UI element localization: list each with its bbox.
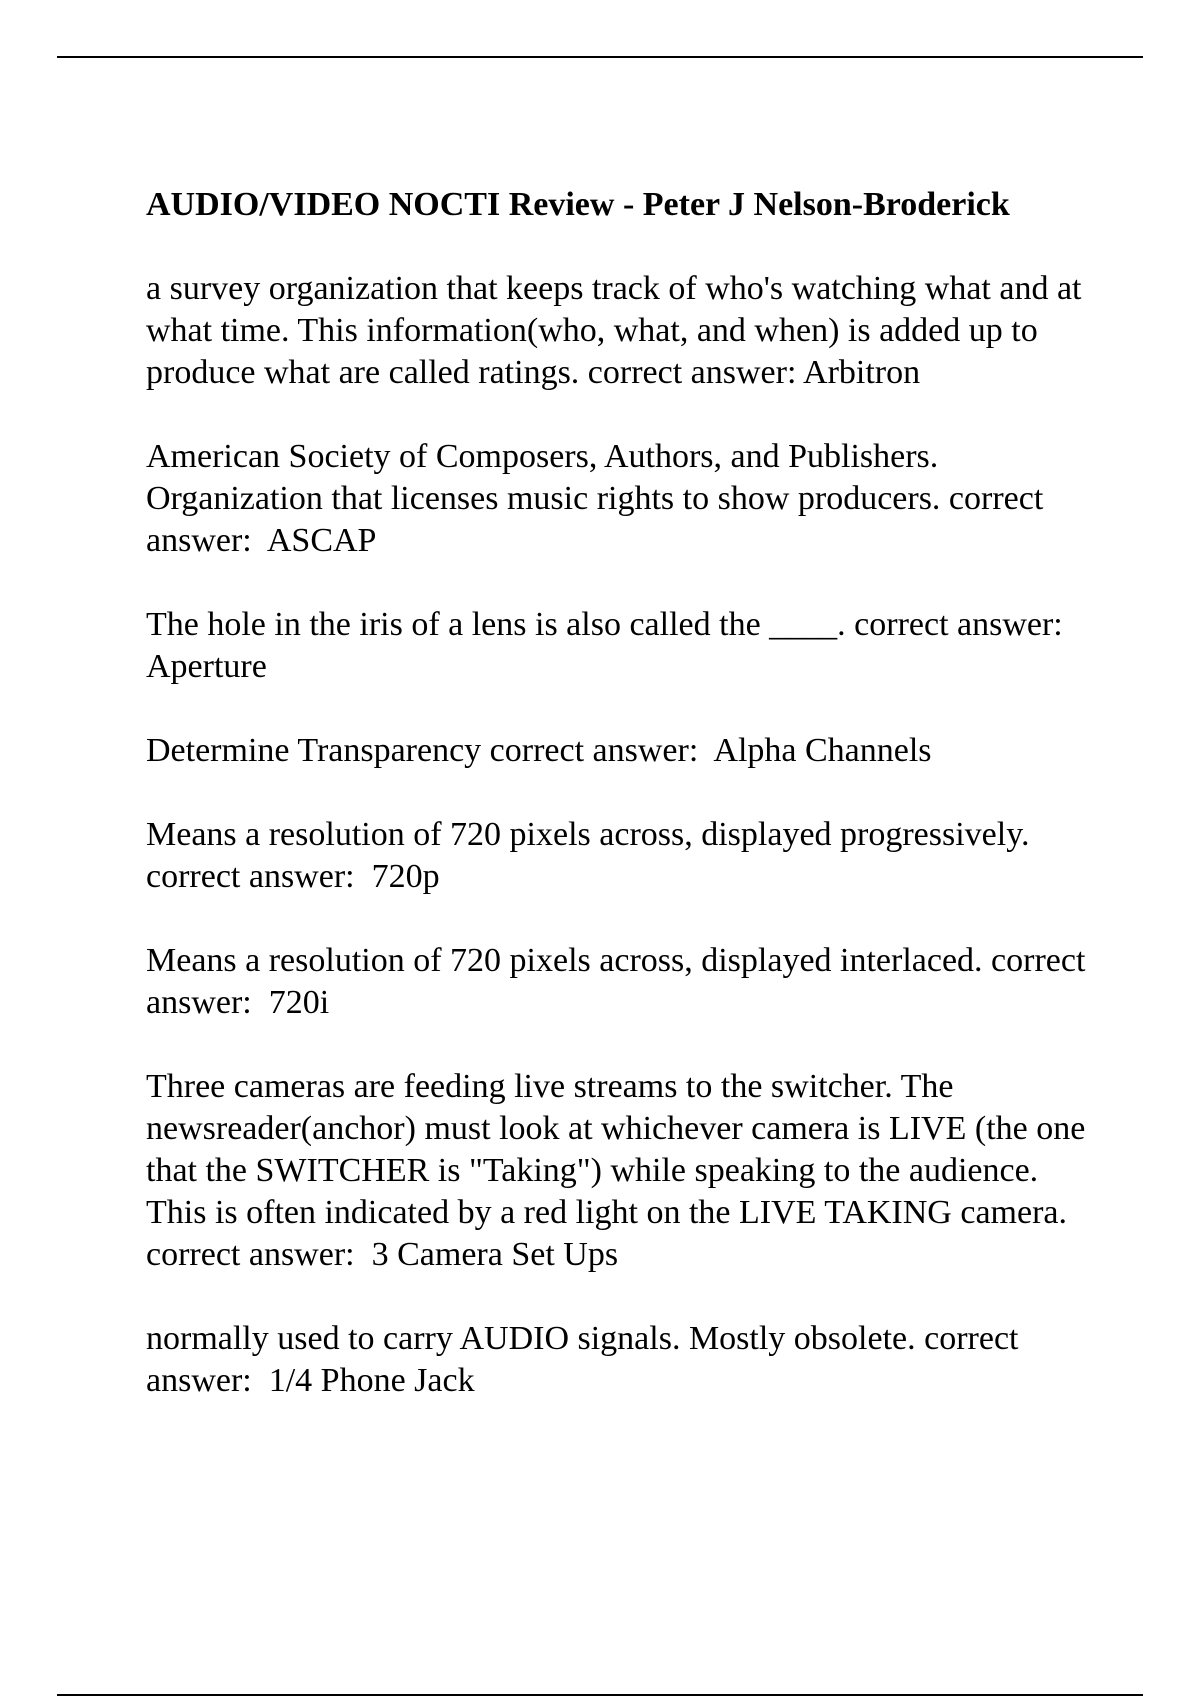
qa-item-720i: Means a resolution of 720 pixels across, displayed interlaced. correct answer: 720i [146,942,1094,1021]
qa-item-ascap: American Society of Composers, Authors, and Publishers. Organization that licenses music rights to show producers. correct answer: ASCAP [146,438,1052,559]
qa-item-3-camera-set-ups: Three cameras are feeding live streams to the switcher. The newsreader(anchor) must look at whichever camera is LIVE (the one that the SWITCHER is "Taking") while speaking to the audience. This is often indicated by a red light on the LIVE TAKING camera. correct answer: 3 Camera Set Ups [146,1068,1094,1273]
qa-item-alpha-channels: Determine Transparency correct answer: Alpha Channels [146,732,932,769]
qa-item-aperture: The hole in the iris of a lens is also called the ____. correct answer: Aperture [146,606,1078,685]
document-title: AUDIO/VIDEO NOCTI Review - Peter J Nelson-Broderick [146,186,1010,223]
qa-item-phone-jack: normally used to carry AUDIO signals. Mostly obsolete. correct answer: 1/4 Phone Jack [146,1320,1027,1399]
top-divider [57,56,1143,58]
document-body [146,184,1094,1444]
qa-list [146,268,1094,1402]
bottom-divider [57,1694,1143,1696]
qa-item-720p: Means a resolution of 720 pixels across, displayed progressively. correct answer: 720p [146,816,1039,895]
qa-item-arbitron: a survey organization that keeps track of who's watching what and at what time. This information(who, what, and when) is added up to produce what are called ratings. correct answer: Arbitron [146,270,1090,391]
